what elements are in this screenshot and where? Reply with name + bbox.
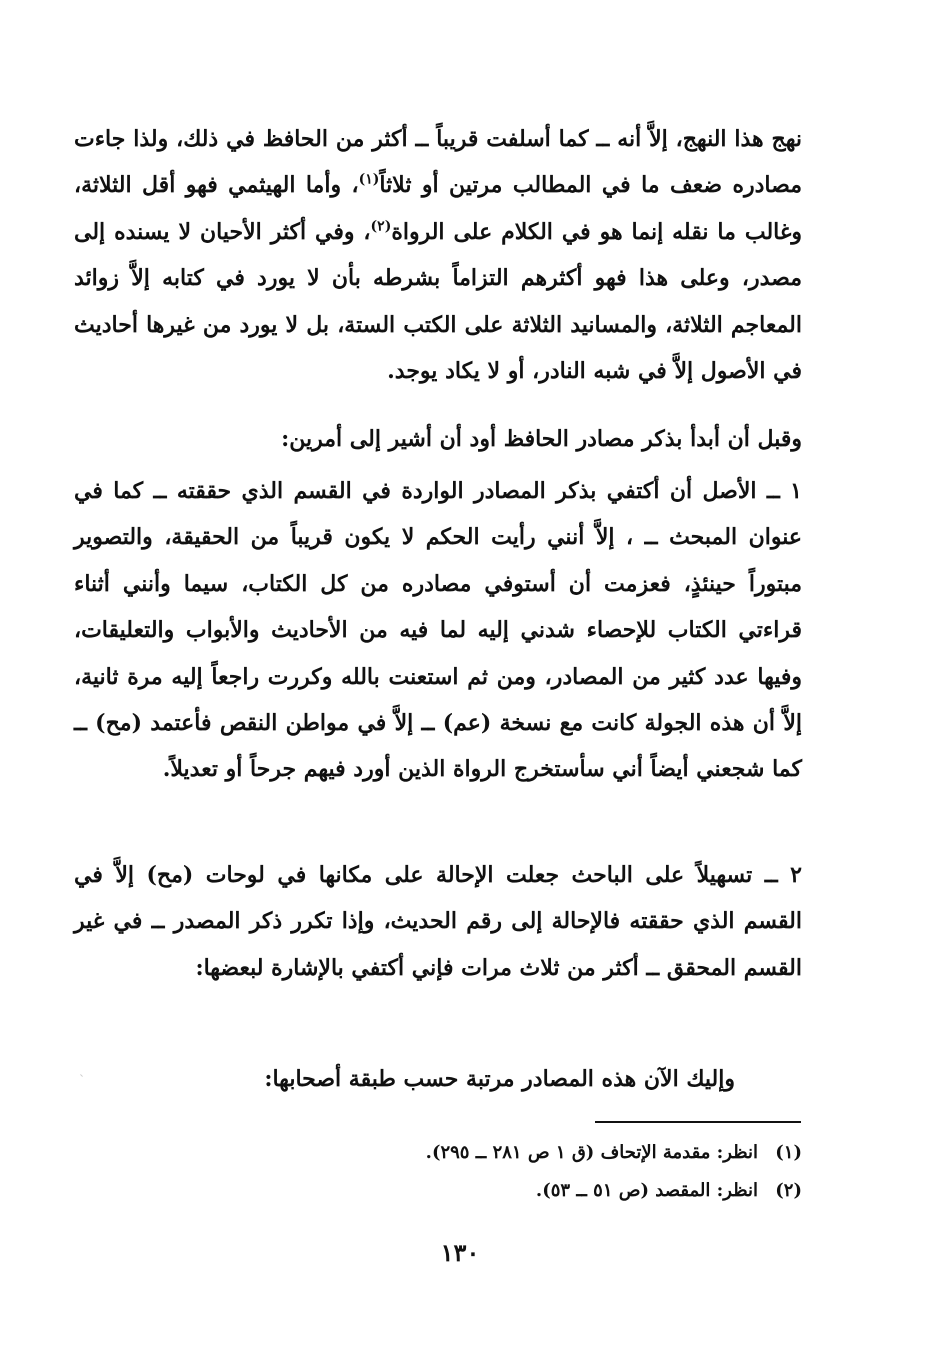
footnote-2 <box>202 1172 802 1210</box>
paragraph-sources-intro: وإليك الآن هذه المصادر مرتبة حسب طبقة أصحابها: <box>264 1066 735 1092</box>
scan-speck <box>80 1074 83 1077</box>
page-number: ١٣٠ <box>440 1238 480 1267</box>
paragraph-two-matters: وقبل أن أبدأ بذكر مصادر الحافظ أود أن أشير إلى أمرين: <box>281 426 802 452</box>
footnote-text: انظر: المقصد (ص ٥١ ــ ٥٣). <box>535 1180 758 1201</box>
paragraph-intro-text-b: ، وأما الهيثمي فهو أقل الثلاثة، وغالب ما نقله إنما هو في الكلام على الرواة <box>74 172 802 245</box>
footnote-number: (١) <box>775 1142 802 1163</box>
paragraph-intro-text-c: ، وفي أكثر الأحيان لا يسنده إلى مصدر، وعلى هذا فهو أكثرهم التزاماً بشرطه بأن لا يورد في كتابه إلاَّ زوائد المعاجم الثلاثة، والمسانيد الثلاثة على الكتب الستة، بل لا يورد من غيرها أحاديث في الأصول إلاَّ في شبه النادر، أو لا يكاد يوجد. <box>74 218 802 385</box>
footnote-reference-2: (٢) <box>370 218 392 235</box>
footnote-text: انظر: مقدمة الإتحاف (ق ١ ص ٢٨١ ــ ٢٩٥). <box>425 1142 758 1163</box>
footnote-divider <box>595 1121 801 1123</box>
footnote-reference-1: (١) <box>358 172 380 189</box>
paragraph-intro <box>74 116 802 394</box>
footnote-number: (٢) <box>775 1180 802 1201</box>
paragraph-intro-text-a: نهج هذا النهج، إلاَّ أنه ــ كما أسلفت قريباً ــ أكثر من الحافظ في ذلك، ولذا جاءت مصادره ضعف ما في المطالب مرتين أو ثلاثاً <box>74 126 802 199</box>
footnotes <box>202 1134 802 1210</box>
paragraph-matter-two: ٢ ــ تسهيلاً على الباحث جعلت الإحالة على مكانها في لوحات (مح) إلاَّ في القسم الذي حققته فالإحالة إلى رقم الحديث، وإذا تكرر ذكر المصدر ــ في غير القسم المحقق ــ أكثر من ثلاث مرات فإني أكتفي بالإشارة لبعضها: <box>74 862 802 981</box>
paragraph-matter-one: ١ ــ الأصل أن أكتفي بذكر المصادر الواردة في القسم الذي حققته ــ كما في عنوان المبحث ــ ، إلاَّ أنني رأيت الحكم لا يكون قريباً من الحقيقة، والتصوير مبتوراً حينئذٍ، فعزمت أن أستوفي مصادره من كل الكتاب، سيما وأنني أثناء قراءتي الكتاب للإحصاء شدني إليه لما فيه من الأحاديث والأبواب والتعليقات، وفيها عدد كثير من المصادر، ومن ثم استعنت بالله وكررت راجعاً إليه مرة ثانية، إلاَّ أن هذه الجولة كانت مع نسخة (عم) ــ إلاَّ في مواطن النقص فأعتمد (مح) ــ كما شجعني أيضاً أني سأستخرج الرواة الذين أورد فيهم جرحاً أو تعديلاً. <box>74 478 803 783</box>
footnote-1 <box>202 1134 802 1172</box>
